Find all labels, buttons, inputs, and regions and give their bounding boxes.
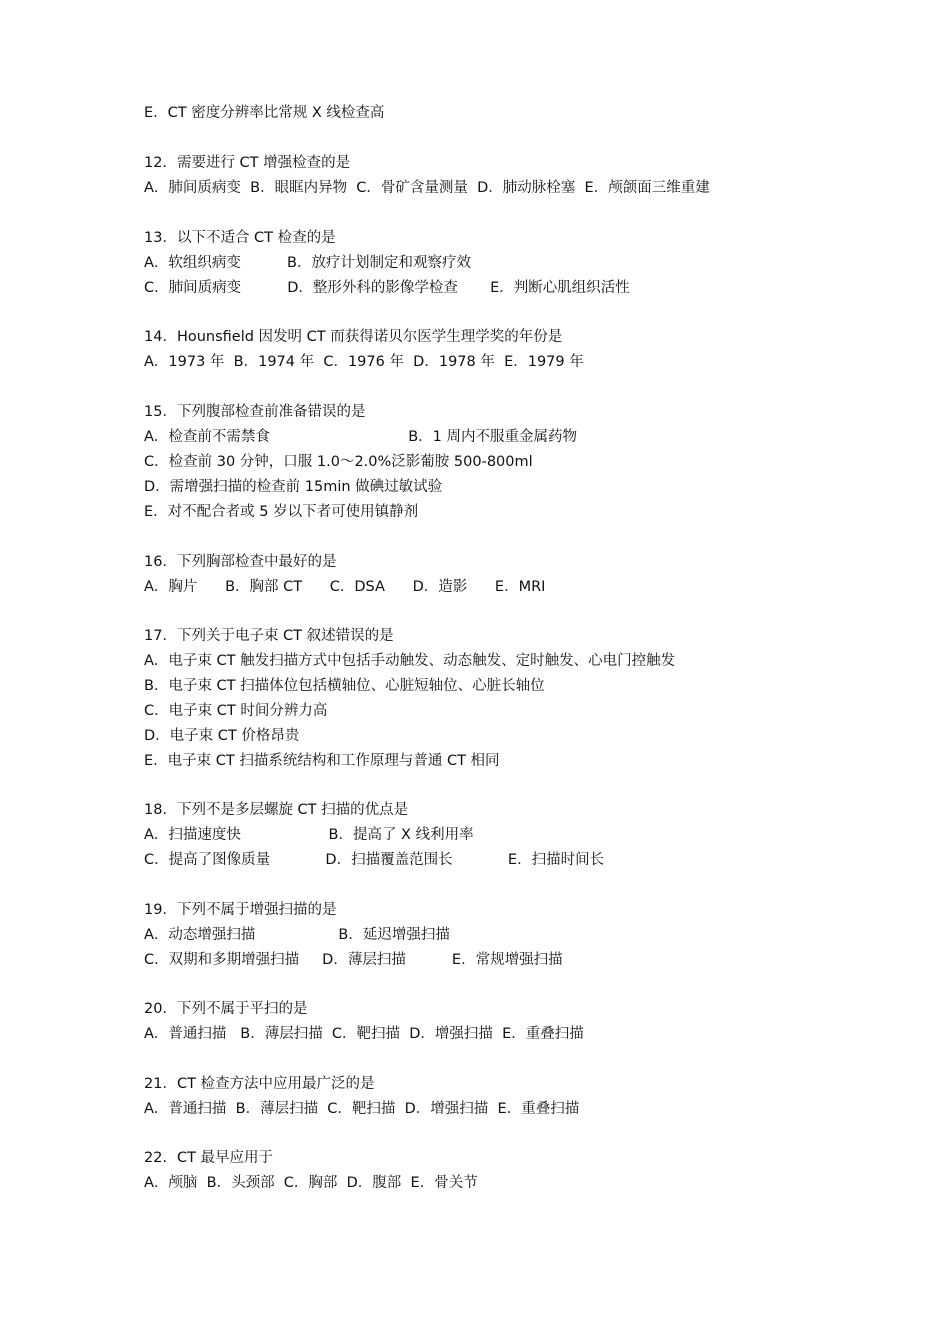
- option-line: A．电子束 CT 触发扫描方式中包括手动触发、动态触发、定时触发、心电门控触发: [144, 653, 676, 669]
- option-line: E．CT 密度分辨率比常规 X 线检查高: [144, 105, 385, 121]
- option-line: A．动态增强扫描 B．延迟增强扫描: [144, 927, 450, 943]
- option-line: C．肺间质病变 D．整形外科的影像学检查 E．判断心肌组织活性: [144, 280, 630, 296]
- option-line: A．检查前不需禁食 B．1 周内不服重金属药物: [144, 429, 577, 445]
- option-line: A．普通扫描 B．薄层扫描 C．靶扫描 D．增强扫描 E．重叠扫描: [144, 1026, 584, 1042]
- option-line: D．电子束 CT 价格昂贵: [144, 728, 300, 744]
- question-stem: 19．下列不属于增强扫描的是: [144, 902, 337, 918]
- question-stem: 17．下列关于电子束 CT 叙述错误的是: [144, 628, 394, 644]
- question-stem: 12．需要进行 CT 增强检查的是: [144, 155, 351, 171]
- option-line: D．需增强扫描的检查前 15min 做碘过敏试验: [144, 479, 443, 495]
- option-line: E．对不配合者或 5 岁以下者可使用镇静剂: [144, 504, 419, 520]
- option-line: E．电子束 CT 扫描系统结构和工作原理与普通 CT 相同: [144, 753, 500, 769]
- question-stem: 15．下列腹部检查前准备错误的是: [144, 404, 366, 420]
- option-line: B．电子束 CT 扫描体位包括横轴位、心脏短轴位、心脏长轴位: [144, 678, 545, 694]
- option-line: A．扫描速度快 B．提高了 X 线利用率: [144, 827, 474, 843]
- question-stem: 14．Hounsfield 因发明 CT 而获得诺贝尔医学生理学奖的年份是: [144, 329, 563, 345]
- option-line: A．普通扫描 B．薄层扫描 C．靶扫描 D．增强扫描 E．重叠扫描: [144, 1101, 580, 1117]
- option-line: C．双期和多期增强扫描 D．薄层扫描 E．常规增强扫描: [144, 952, 563, 968]
- option-line: A．胸片 B．胸部 CT C．DSA D．造影 E．MRI: [144, 579, 546, 595]
- option-line: A．软组织病变 B．放疗计划制定和观察疗效: [144, 255, 471, 271]
- option-line: A．颅脑 B．头颈部 C．胸部 D．腹部 E．骨关节: [144, 1175, 478, 1191]
- option-line: C．提高了图像质量 D．扫描覆盖范围长 E．扫描时间长: [144, 852, 605, 868]
- question-stem: 13．以下不适合 CT 检查的是: [144, 230, 336, 246]
- option-line: A．肺间质病变 B．眼眶内异物 C．骨矿含量测量 D．肺动脉栓塞 E．颅颌面三维重建: [144, 180, 710, 196]
- question-stem: 18．下列不是多层螺旋 CT 扫描的优点是: [144, 802, 409, 818]
- question-stem: 22．CT 最早应用于: [144, 1150, 274, 1166]
- option-line: C．电子束 CT 时间分辨力高: [144, 703, 328, 719]
- question-stem: 20．下列不属于平扫的是: [144, 1001, 308, 1017]
- question-stem: 16．下列胸部检查中最好的是: [144, 554, 337, 570]
- question-stem: 21．CT 检查方法中应用最广泛的是: [144, 1076, 375, 1092]
- option-line: C．检查前 30 分钟，口服 1.0～2.0%泛影葡胺 500-800ml: [144, 454, 533, 470]
- option-line: A．1973 年 B．1974 年 C．1976 年 D．1978 年 E．1979 年: [144, 354, 584, 370]
